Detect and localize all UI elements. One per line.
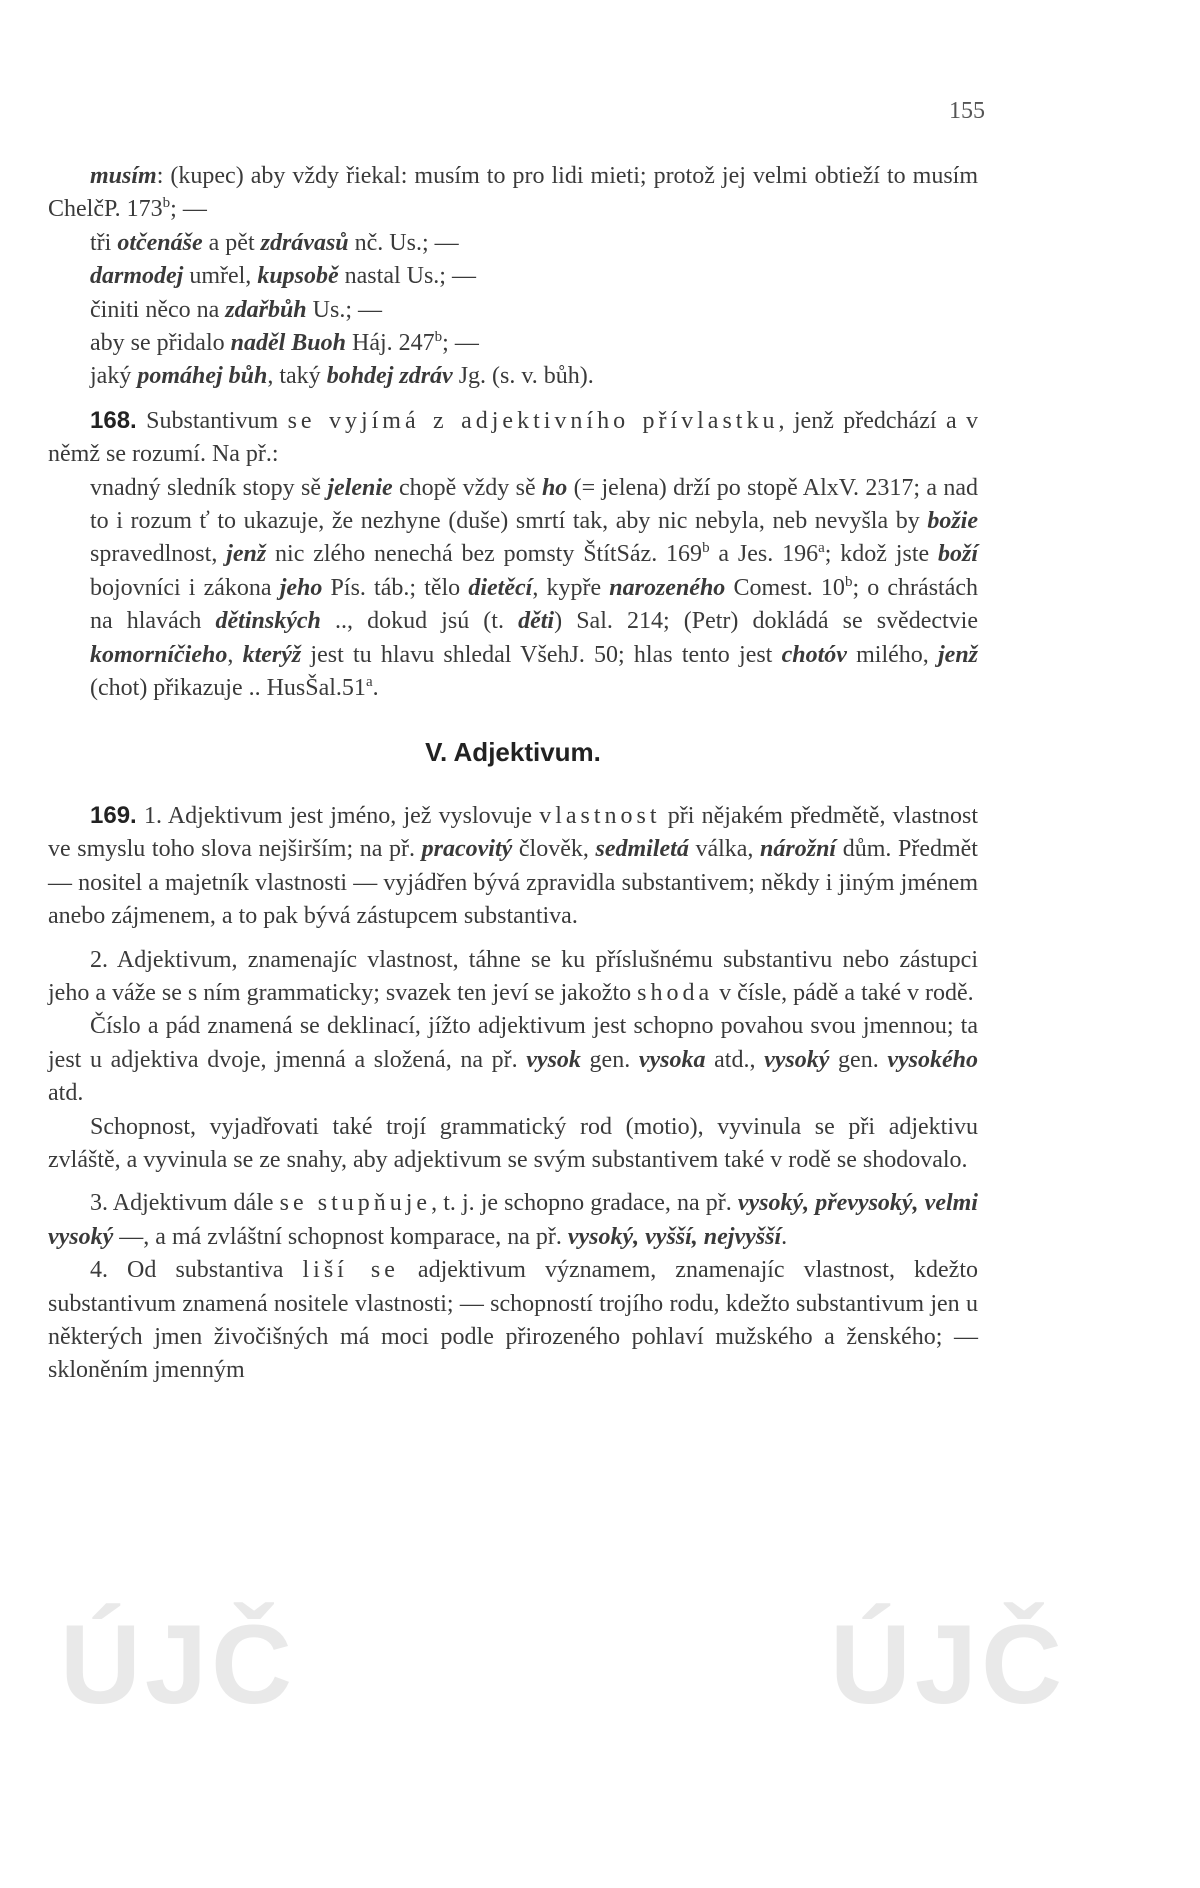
italic-term: nárožní: [760, 836, 837, 863]
text-run: , t. j. je schopno gradace, na př.: [431, 1190, 738, 1217]
text-run: 2. Adjektivum, znamenajíc vlastnost, táhne se ku příslušnému substantivu nebo zástupci jeho a váže se s ním grammaticky; svazek ten jeví se jakožto: [48, 946, 978, 1006]
italic-term: jeho: [279, 574, 323, 601]
section-169-paragraph-1: [48, 799, 978, 934]
text-run: aby se přidalo: [90, 330, 231, 357]
section-169-paragraph-2: [48, 944, 978, 1011]
text-run: Háj. 247: [346, 330, 435, 357]
spaced-term: liší se: [302, 1257, 399, 1284]
text-run: nastal Us.; —: [338, 263, 476, 290]
text-run: spravedlnost,: [90, 541, 227, 568]
italic-term: jenž: [938, 641, 979, 668]
italic-term: narozeného: [609, 574, 726, 601]
text-run: bojovníci i zákona: [90, 574, 280, 601]
text-run: adjektivum významem, znamenajíc vlastnost, kdežto substantivum znamená nositele vlastnosti; — schopností trojího rodu, kdežto substantivum jen u některých jmen živočišných má moci podle přirozeného pohlaví mužského a ženského; — skloněním jmenným: [48, 1257, 978, 1384]
superscript: b: [702, 540, 710, 557]
italic-term: zdařbůh: [225, 296, 307, 323]
watermark-left: ÚJČ: [60, 1602, 297, 1727]
italic-term: chotóv: [781, 641, 847, 668]
text-run: : (kupec) aby vždy řiekal: musím to pro lidi mieti; protož jej velmi obtieží to musím ChelčP. 173: [48, 163, 978, 223]
text-run: umřel,: [183, 263, 258, 290]
text-run: ; kdož jste: [824, 541, 938, 568]
text-run: tři: [90, 229, 118, 256]
text-run: Us.; —: [306, 296, 382, 323]
example-line: [48, 160, 978, 227]
text-run: gen.: [580, 1046, 639, 1073]
text-run: , kypře: [532, 574, 610, 601]
text-run: nic zlého nenechá bez pomsty ŠtítSáz. 169: [266, 541, 703, 568]
italic-term: darmodej: [90, 263, 184, 290]
italic-term: dietěcí: [468, 574, 533, 601]
italic-term: boží: [938, 541, 979, 568]
italic-term: vysoký, vyšší, nejvyšší: [567, 1223, 782, 1250]
text-run: a Jes. 196: [709, 541, 819, 568]
section-169-paragraph-3: [48, 1010, 978, 1110]
text-run: nč. Us.; —: [348, 229, 459, 256]
text-run: Schopnost, vyjadřovati také trojí grammatický rod (motio), vyvinula se při adjektivu zvláště, a vyvinula se ze snahy, aby adjektivum se svým substantivem také v rodě se shodovalo.: [48, 1113, 978, 1173]
spaced-term: vlastnost: [539, 802, 661, 829]
italic-term: zdrávasů: [260, 229, 349, 256]
text-run: , jenž předchází a v němž se rozumí. Na př.:: [48, 407, 979, 468]
italic-term: ho: [541, 474, 568, 501]
superscript: a: [365, 674, 373, 691]
section-number: 169.: [90, 801, 137, 829]
text-run: člověk,: [512, 836, 596, 863]
text-run: Jg. (s. v. bůh).: [452, 363, 594, 390]
text-run: Pís. táb.; tělo: [322, 574, 469, 601]
example-line: [48, 360, 978, 393]
text-run: ,: [227, 641, 243, 668]
italic-term: dětinských: [215, 608, 321, 635]
chapter-heading: V. Adjektivum.: [425, 736, 601, 767]
page-number: 155: [949, 98, 985, 124]
text-run: milého,: [846, 641, 938, 668]
italic-term: jelenie: [327, 474, 393, 501]
text-run: ; o chrástách na hlavách: [90, 574, 979, 635]
section-169-paragraph-4: [48, 1111, 978, 1178]
example-line: [48, 227, 978, 260]
text-run: 4. Od substantiva: [90, 1257, 303, 1284]
text-run: Substantivum: [136, 407, 288, 434]
italic-term: jenž: [226, 541, 267, 568]
text-run: jaký: [90, 363, 138, 390]
text-run: atd.,: [705, 1046, 765, 1073]
text-run: a pět: [202, 229, 261, 256]
text-run: (= jelena) drží po stopě AlxV. 2317; a nad to i rozum ť to ukazuje, že nezhyne (duše) smrtí tak, aby nic nebyla, neb nevyšla by: [90, 474, 978, 535]
italic-term: vysok: [526, 1046, 581, 1073]
spaced-term: se stupňuje: [279, 1190, 432, 1217]
section-168-intro: [48, 404, 978, 472]
text-run: —, a má zvláštní schopnost komparace, na př.: [113, 1223, 568, 1250]
superscript: b: [162, 195, 171, 212]
superscript: b: [434, 329, 443, 346]
italic-term: pracovitý: [421, 836, 513, 863]
section-169-p1-text: [48, 803, 978, 929]
italic-term: kterýž: [242, 641, 302, 668]
section-168-intro-text: [48, 408, 978, 467]
italic-term: musím: [90, 163, 157, 189]
italic-term: vysoka: [638, 1046, 706, 1073]
text-run: Comest. 10: [725, 574, 845, 601]
text-run: , taký: [267, 363, 327, 390]
section-169-paragraph-5: [48, 1187, 978, 1254]
italic-term: naděl Buoh: [230, 330, 346, 357]
superscript: b: [844, 573, 853, 590]
spaced-term: shoda: [637, 979, 714, 1006]
text-run: válka,: [688, 836, 761, 863]
text-run: ; —: [442, 330, 479, 357]
text-run: dům. Předmět — nositel a majetník vlastnosti — vyjádřen bývá zpravidla substantivem; někdy i jiným jménem anebo zájmenem, a to pak bývá zástupcem substantiva.: [48, 836, 978, 930]
example-line: [48, 294, 978, 327]
text-run: jest tu hlavu shledal VšehJ. 50; hlas tento jest: [301, 641, 782, 668]
superscript: a: [818, 540, 825, 557]
italic-term: otčenáše: [117, 229, 203, 256]
italic-term: děti: [518, 608, 555, 635]
italic-term: vysoký, převysoký, velmi vysoký: [48, 1190, 978, 1250]
section-169-paragraph-6: [48, 1254, 978, 1388]
text-run: (chot) přikazuje .. HusŠal.51: [90, 675, 366, 702]
text-run: gen.: [829, 1046, 888, 1073]
text-run: 3. Adjektivum dále: [90, 1190, 280, 1217]
text-run: ; —: [170, 196, 207, 223]
text-run: vnadný sledník stopy sě: [90, 474, 328, 501]
text-run: v čísle, pádě a také v rodě.: [713, 979, 974, 1006]
section-168-examples: [48, 472, 978, 706]
text-run: .., dokud jsú (t.: [320, 608, 519, 635]
example-line: [48, 260, 978, 293]
italic-term: vysokého: [887, 1046, 979, 1073]
text-run: .: [781, 1223, 788, 1250]
italic-term: komorníčieho: [90, 641, 228, 668]
italic-term: božie: [927, 508, 978, 535]
italic-term: vysoký: [764, 1046, 830, 1073]
text-run: Číslo a pád znamená se deklinací, jížto adjektivum jest schopno povahou svou jmennou; ta jest u adjektiva dvoje, jmenná a složená, na př.: [48, 1013, 978, 1073]
italic-term: kupsobě: [257, 263, 339, 290]
text-run: při nějakém předmětě, vlastnost ve smyslu toho slova nejširším; na př.: [48, 802, 978, 863]
spaced-term: se vyjímá z adjektivního přívlastku: [287, 407, 779, 434]
italic-term: sedmiletá: [595, 836, 689, 863]
italic-term: pomáhej bůh: [137, 363, 268, 390]
body-text: [48, 160, 978, 1388]
section-number: 168.: [90, 406, 137, 434]
text-run: 1. Adjektivum jest jméno, jež vyslovuje: [136, 802, 540, 829]
text-run: chopě vždy sě: [392, 474, 542, 501]
watermark-right: ÚJČ: [830, 1602, 1067, 1727]
text-run: ) Sal. 214; (Petr) dokládá se svědectvie: [554, 608, 979, 635]
text-run: činiti něco na: [90, 296, 226, 323]
italic-term: bohdej zdráv: [326, 363, 453, 390]
text-run: .: [372, 675, 379, 702]
text-run: atd.: [48, 1080, 84, 1107]
example-line: [48, 327, 978, 360]
